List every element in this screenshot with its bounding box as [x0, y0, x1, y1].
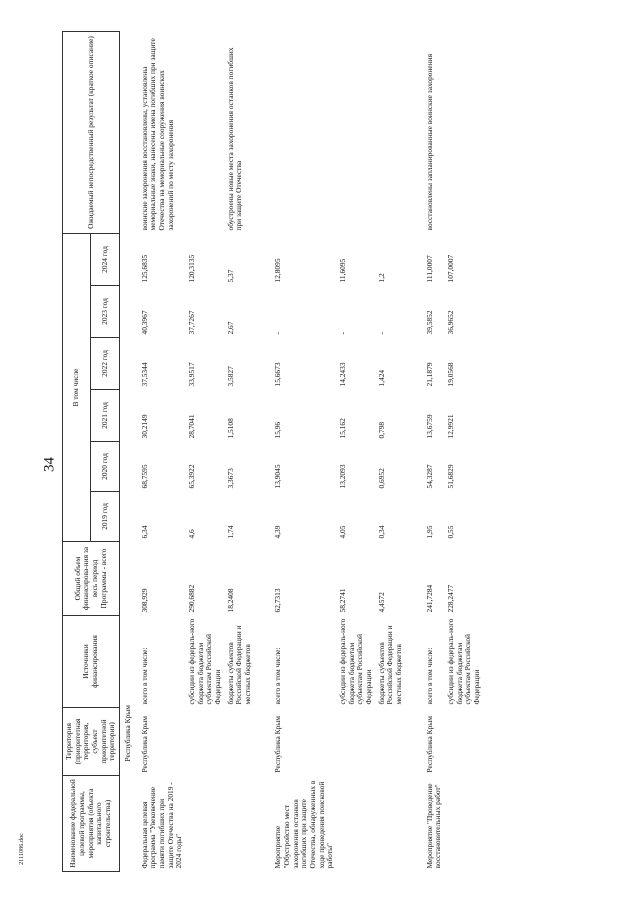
- row-territory: [337, 708, 376, 776]
- table-row: [424, 31, 445, 871]
- table-row: [337, 31, 376, 871]
- header-name: Наименование федеральной целевой программы, мероприятия (объекта капитального строительства): [63, 776, 120, 872]
- document-id: 2111086.doc: [19, 833, 25, 865]
- page-number: 34: [41, 457, 58, 472]
- table-row: [445, 31, 484, 871]
- row-2023: 36,9652: [445, 310, 455, 335]
- row-source: всего в том числе:: [273, 647, 283, 705]
- table-row: [139, 31, 186, 871]
- row-2022: 33,9517: [186, 362, 196, 387]
- header-year: 2021 год: [91, 390, 119, 442]
- row-total: 241,7284: [424, 584, 434, 613]
- header-year: 2019 год: [91, 492, 119, 542]
- row-2021: 12,9921: [445, 414, 455, 439]
- row-result: [445, 31, 484, 233]
- row-2021: 0,798: [376, 421, 386, 439]
- row-2020: 3,3673: [225, 468, 235, 489]
- row-name: Мероприятие "Обустройство мест захоронения останков погибших при защите Отечества, обнаруженных в ходе проведения поисковой работы": [273, 780, 335, 869]
- header-total: Общий объем финансирова-ния за весь период Программы - всего: [63, 542, 120, 616]
- row-2020: 54,3287: [424, 464, 434, 489]
- header-territory: Территория (приоритетная территория, субъект приоритетной территории): [63, 708, 120, 776]
- row-source: субсидии из федераль-ного бюджета бюджетам субъектам Российской Федерации: [186, 618, 222, 705]
- row-result: [376, 31, 406, 233]
- row-2019: 1,95: [424, 525, 434, 539]
- financing-table: [62, 31, 484, 872]
- row-total: 18,2408: [225, 588, 235, 613]
- row-2020: 13,2093: [338, 464, 348, 489]
- row-territory: [376, 708, 406, 776]
- row-total: 62,7313: [273, 588, 283, 613]
- row-result: восстановлены запланированные воинские захоронения: [424, 53, 434, 231]
- table-row: [376, 31, 406, 871]
- row-name: [445, 776, 484, 872]
- row-name: [337, 776, 376, 872]
- row-total: 4,4572: [376, 592, 386, 613]
- header-year: 2020 год: [91, 442, 119, 492]
- row-total: 290,6882: [186, 584, 196, 613]
- row-total: 58,2741: [338, 588, 348, 613]
- row-2021: 15,162: [338, 418, 348, 439]
- row-2022: 21,1879: [424, 362, 434, 387]
- row-result: [337, 31, 376, 233]
- header-year: 2024 год: [91, 233, 119, 285]
- table-row: [225, 31, 255, 871]
- row-total: 308,929: [139, 588, 149, 613]
- row-2019: 1,74: [225, 525, 235, 539]
- row-territory: [225, 708, 255, 776]
- rotated-table-wrapper: [62, 32, 532, 872]
- region-label: Республика Крым: [122, 705, 132, 762]
- row-territory: [186, 708, 225, 776]
- row-2023: 39,5852: [424, 310, 434, 335]
- row-name: Мероприятие "Проведение восстановительных работ": [424, 783, 443, 869]
- row-2020: 13,9045: [273, 464, 283, 489]
- row-name: [376, 776, 406, 872]
- row-2023: -: [376, 332, 386, 335]
- row-2024: 12,8095: [273, 258, 283, 283]
- row-source: всего в том числе:: [139, 647, 149, 705]
- row-2022: 19,0568: [445, 362, 455, 387]
- row-2024: 111,0007: [424, 255, 434, 283]
- row-2021: 15,96: [273, 421, 283, 439]
- row-territory: [445, 708, 484, 776]
- header-year: 2022 год: [91, 338, 119, 390]
- row-source: субсидии из федераль-ного бюджета бюджетам субъектам Российской Федерации: [338, 618, 374, 705]
- row-2024: 125,6835: [139, 254, 149, 283]
- row-2024: 1,2: [376, 273, 386, 283]
- row-2022: 37,5344: [139, 362, 149, 387]
- row-2019: 4,39: [273, 525, 283, 539]
- row-2022: 1,424: [376, 369, 386, 387]
- header-sources: Источники финансирования: [63, 616, 120, 708]
- header-result: Ожидаемый непосредственный результат (краткое описание): [63, 31, 120, 233]
- row-2019: 4,6: [186, 529, 196, 539]
- row-territory: Республика Крым: [424, 716, 434, 773]
- row-name: Федеральная целевая программа "Увековечение памяти погибших при защите Отечества на 2019 - 2024 годы": [139, 782, 184, 869]
- row-2020: 51,6829: [445, 464, 455, 489]
- row-source: бюджеты субъектов Российской Федерации и местных бюджетов: [225, 625, 252, 705]
- row-2020: 0,6952: [376, 468, 386, 489]
- row-total: 228,2477: [445, 584, 455, 613]
- row-2022: 15,6673: [273, 362, 283, 387]
- row-result: обустроены новые места захоронения останков погибших при защите Отечества: [225, 47, 244, 231]
- row-2021: 28,7041: [186, 414, 196, 439]
- row-2023: -: [273, 332, 283, 335]
- row-2019: 6,34: [139, 525, 149, 539]
- row-2024: 5,37: [225, 269, 235, 283]
- table-row: [186, 31, 225, 871]
- row-2022: 3,5827: [225, 366, 235, 387]
- row-2024: 11,6095: [338, 258, 348, 283]
- row-2022: 14,2433: [338, 362, 348, 387]
- row-2023: 40,3967: [139, 310, 149, 335]
- table-row: [272, 31, 337, 871]
- row-2019: 4,05: [338, 525, 348, 539]
- row-territory: Республика Крым: [273, 716, 283, 773]
- row-2021: 30,2149: [139, 414, 149, 439]
- row-2023: 2,67: [225, 321, 235, 335]
- row-name: [225, 776, 255, 872]
- row-source: субсидии из федераль-ного бюджета бюджетам субъектам Российской Федерации: [445, 618, 481, 705]
- header-year: 2023 год: [91, 286, 119, 338]
- row-2020: 65,3922: [186, 464, 196, 489]
- row-source: всего в том числе:: [424, 647, 434, 705]
- row-name: [186, 776, 225, 872]
- row-2021: 13,6759: [424, 414, 434, 439]
- row-2019: 0,34: [376, 525, 386, 539]
- row-result: воинские захоронения восстановлены, установлены мемориальные знаки, нанесены имена погибших при защите Отечества на мемориальные сооружения воинских захоронений по месту захоронения: [139, 38, 175, 231]
- row-2023: 37,7267: [186, 310, 196, 335]
- row-territory: Республика Крым: [139, 716, 149, 773]
- row-result: [272, 31, 337, 233]
- row-source: бюджеты субъектов Российской Федерации и местных бюджетов: [376, 625, 403, 705]
- row-2024: 107,0007: [445, 254, 455, 283]
- row-result: [186, 31, 225, 233]
- row-2021: 1,5108: [225, 418, 235, 439]
- row-2024: 120,3135: [186, 254, 196, 283]
- header-including: В том числе: [63, 233, 91, 541]
- row-2023: -: [338, 332, 348, 335]
- row-2020: 68,7595: [139, 464, 149, 489]
- row-2019: 0,55: [445, 525, 455, 539]
